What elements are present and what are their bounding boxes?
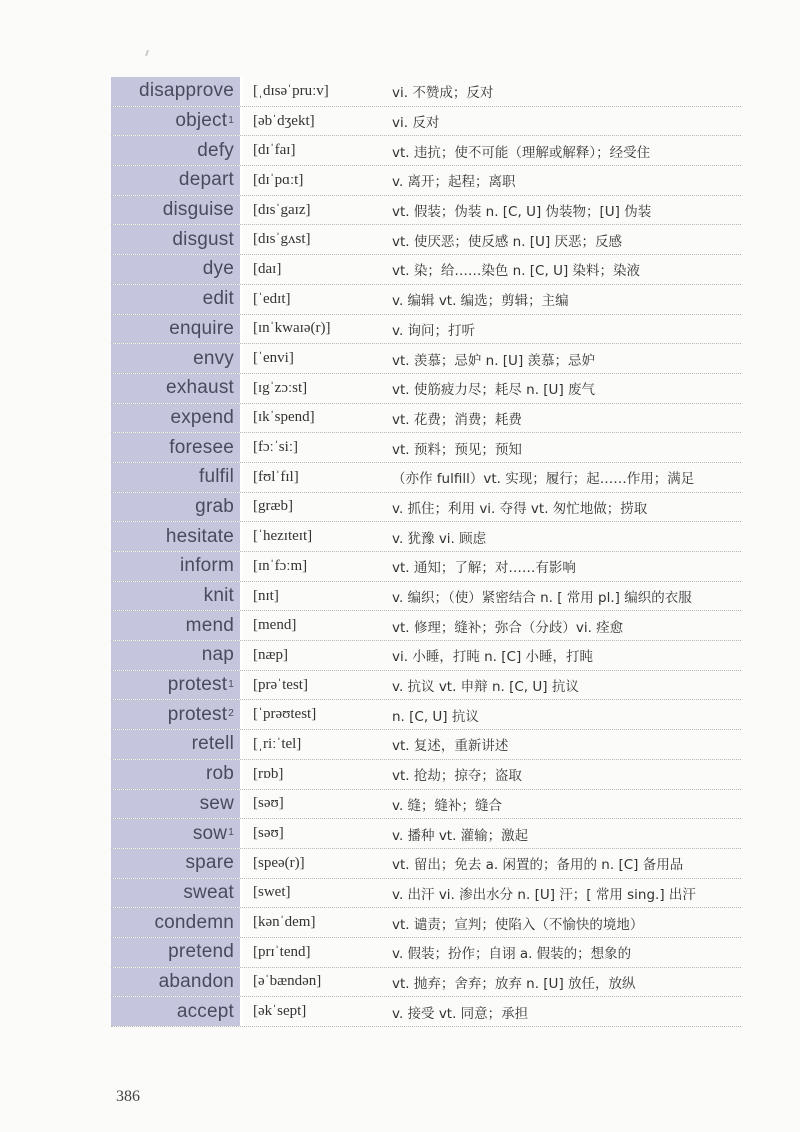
headword <box>111 225 243 254</box>
table-row <box>111 641 741 671</box>
definition: vt. 使厌恶；使反感 n. [U] 厌恶；反感 <box>392 233 623 250</box>
table-row <box>111 196 741 226</box>
phonetic: [ˈhezɪteɪt] <box>253 528 313 545</box>
headword <box>111 671 243 700</box>
headword <box>111 196 243 225</box>
headword-text: sweat <box>183 881 234 903</box>
table-row <box>111 849 741 879</box>
definition: （亦作 fulfill）vt. 实现；履行；起……作用；满足 <box>392 471 695 488</box>
headword-text: spare <box>185 852 234 874</box>
headword <box>111 819 243 848</box>
phonetic: [dɪsˈgaɪz] <box>253 201 311 218</box>
phonetic: [səʊ] <box>253 795 284 812</box>
definition: vt. 羡慕；忌妒 n. [U] 羡慕；忌妒 <box>392 352 596 369</box>
definition: n. [C, U] 抗议 <box>392 708 479 725</box>
table-row <box>111 819 741 849</box>
phonetic: [speə(r)] <box>253 854 305 871</box>
headword <box>111 849 243 878</box>
page-mark <box>145 50 149 56</box>
headword <box>111 315 243 344</box>
headword <box>111 374 243 403</box>
headword-text: protest <box>167 703 228 725</box>
headword <box>111 879 243 908</box>
definition: vt. 修理；缝补；弥合（分歧）vi. 痊愈 <box>392 619 624 636</box>
table-row <box>111 879 741 909</box>
table-row <box>111 136 741 166</box>
table-row <box>111 433 741 463</box>
headword-text: dye <box>202 258 234 280</box>
phonetic: [ˈprəʊtest] <box>253 706 317 723</box>
phonetic: [dɪsˈgʌst] <box>253 231 311 248</box>
phonetic: [fʊlˈfɪl] <box>253 468 299 485</box>
phonetic: [dɪˈpɑːt] <box>253 171 304 188</box>
headword <box>111 255 243 284</box>
headword-text: hesitate <box>165 525 234 547</box>
phonetic: [kənˈdem] <box>253 914 316 931</box>
definition: vi. 不赞成；反对 <box>392 85 494 102</box>
definition: v. 缝；缝补；缝合 <box>392 797 503 814</box>
headword <box>111 433 243 462</box>
headword <box>111 700 243 729</box>
phonetic: [səʊ] <box>253 825 284 842</box>
headword-text: sew <box>199 792 234 814</box>
phonetic: [ˌriːˈtel] <box>253 735 302 752</box>
phonetic: [ɪkˈspend] <box>253 409 315 426</box>
homograph-number: 2 <box>228 708 234 720</box>
definition: v. 抗议 vt. 申辩 n. [C, U] 抗议 <box>392 679 579 696</box>
phonetic: [əkˈsept] <box>253 1003 307 1020</box>
phonetic: [dɪˈfaɪ] <box>253 142 296 159</box>
phonetic: [prəˈtest] <box>253 676 308 693</box>
phonetic: [ˈedɪt] <box>253 290 291 307</box>
headword <box>111 760 243 789</box>
headword <box>111 463 243 492</box>
headword <box>111 582 243 611</box>
headword <box>111 493 243 522</box>
headword-text: disgust <box>172 228 234 250</box>
definition: v. 编辑 vt. 编选；剪辑；主编 <box>392 293 569 310</box>
phonetic: [næp] <box>253 646 288 663</box>
table-row <box>111 107 741 137</box>
table-row <box>111 225 741 255</box>
phonetic: [ˌdɪsəˈpruːv] <box>253 82 329 99</box>
table-row <box>111 552 741 582</box>
table-row <box>111 968 741 998</box>
homograph-number: 1 <box>228 114 234 126</box>
phonetic: [fɔːˈsiː] <box>253 439 298 456</box>
headword-text: envy <box>193 347 234 369</box>
definition: vt. 假装；伪装 n. [C, U] 伪装物；[U] 伪装 <box>392 204 652 221</box>
headword-text: fulfil <box>199 466 234 488</box>
table-row <box>111 997 741 1027</box>
phonetic: [əbˈdʒekt] <box>253 112 315 129</box>
table-row <box>111 611 741 641</box>
definition: v. 假装；扮作；自诩 a. 假装的；想象的 <box>392 946 632 963</box>
headword-text: sow <box>192 822 228 844</box>
table-row <box>111 463 741 493</box>
headword-text: grab <box>195 495 234 517</box>
definition: vt. 抛弃；舍弃；放弃 n. [U] 放任，放纵 <box>392 975 636 992</box>
headword-text: disapprove <box>139 80 234 102</box>
table-row <box>111 908 741 938</box>
table-row <box>111 166 741 196</box>
definition: vt. 使筋疲力尽；耗尽 n. [U] 废气 <box>392 382 596 399</box>
table-row <box>111 315 741 345</box>
definition: v. 离开；起程；离职 <box>392 174 516 191</box>
headword-text: exhaust <box>166 377 234 399</box>
phonetic: [rɒb] <box>253 765 284 782</box>
table-row <box>111 582 741 612</box>
table-row <box>111 522 741 552</box>
phonetic: [ˈenvi] <box>253 350 294 367</box>
definition: v. 编织；（使）紧密结合 n. [ 常用 pl.] 编织的衣服 <box>392 590 692 607</box>
table-row <box>111 255 741 285</box>
phonetic: [nɪt] <box>253 587 279 604</box>
headword-text: depart <box>178 169 234 191</box>
headword <box>111 136 243 165</box>
table-row <box>111 760 741 790</box>
headword-text: retell <box>191 733 234 755</box>
definition: vt. 复述，重新讲述 <box>392 738 509 755</box>
table-row <box>111 938 741 968</box>
definition: vt. 通知；了解；对……有影响 <box>392 560 576 577</box>
definition: vi. 小睡，打盹 n. [C] 小睡，打盹 <box>392 649 594 666</box>
headword-text: pretend <box>168 941 234 963</box>
phonetic: [daɪ] <box>253 260 282 277</box>
definition: vt. 花费；消费；耗费 <box>392 411 522 428</box>
headword <box>111 641 243 670</box>
headword <box>111 968 243 997</box>
table-row <box>111 77 741 107</box>
definition: vt. 预料；预见；预知 <box>392 441 522 458</box>
headword-text: rob <box>205 763 234 785</box>
definition: v. 询问；打听 <box>392 322 476 339</box>
table-row <box>111 404 741 434</box>
headword-text: protest <box>167 674 228 696</box>
phonetic: [mend] <box>253 617 297 634</box>
vocabulary-table <box>111 77 741 1027</box>
headword <box>111 730 243 759</box>
headword-text: foresee <box>169 436 234 458</box>
phonetic: [swet] <box>253 884 291 901</box>
phonetic: [ɪnˈkwaɪə(r)] <box>253 320 331 337</box>
table-row <box>111 493 741 523</box>
table-row <box>111 790 741 820</box>
definition: v. 出汗 vi. 渗出水分 n. [U] 汗；[ 常用 sing.] 出汗 <box>392 886 696 903</box>
table-row <box>111 374 741 404</box>
definition: vi. 反对 <box>392 115 440 132</box>
headword-text: enquire <box>169 317 234 339</box>
homograph-number: 1 <box>228 678 234 690</box>
definition: v. 播种 vt. 灌输；激起 <box>392 827 529 844</box>
headword-text: disguise <box>162 199 234 221</box>
headword <box>111 908 243 937</box>
table-row <box>111 700 741 730</box>
definition: vt. 抢劫；掠夺；盗取 <box>392 768 522 785</box>
phonetic: [əˈbændən] <box>253 973 322 990</box>
table-row <box>111 344 741 374</box>
definition: vt. 谴责；宣判；使陷入（不愉快的境地） <box>392 916 644 933</box>
headword-text: expend <box>170 406 234 428</box>
phonetic: [græb] <box>253 498 293 515</box>
phonetic: [prɪˈtend] <box>253 943 311 960</box>
headword <box>111 938 243 967</box>
headword <box>111 344 243 373</box>
table-row <box>111 730 741 760</box>
headword-text: mend <box>185 614 234 636</box>
headword <box>111 166 243 195</box>
headword-text: edit <box>202 288 234 310</box>
phonetic: [ɪgˈzɔːst] <box>253 379 308 396</box>
headword <box>111 611 243 640</box>
headword-text: knit <box>203 585 234 607</box>
definition: v. 犹豫 vi. 顾虑 <box>392 530 487 547</box>
headword <box>111 997 243 1026</box>
headword <box>111 285 243 314</box>
headword-text: defy <box>197 139 234 161</box>
headword <box>111 107 243 136</box>
headword <box>111 77 243 106</box>
definition: v. 抓住；利用 vi. 夺得 vt. 匆忙地做；捞取 <box>392 500 648 517</box>
page-number: 386 <box>116 1088 140 1105</box>
headword <box>111 790 243 819</box>
headword-text: condemn <box>154 911 234 933</box>
definition: vt. 违抗；使不可能（理解或解释）；经受住 <box>392 144 651 161</box>
headword-text: inform <box>180 555 234 577</box>
definition: v. 接受 vt. 同意；承担 <box>392 1005 529 1022</box>
phonetic: [ɪnˈfɔːm] <box>253 557 308 574</box>
headword-text: abandon <box>158 970 234 992</box>
headword <box>111 404 243 433</box>
definition: vt. 留出；免去 a. 闲置的；备用的 n. [C] 备用品 <box>392 857 684 874</box>
headword <box>111 522 243 551</box>
table-row <box>111 671 741 701</box>
definition: vt. 染；给……染色 n. [C, U] 染料；染液 <box>392 263 641 280</box>
table-row <box>111 285 741 315</box>
headword-text: nap <box>201 644 234 666</box>
headword-text: accept <box>176 1000 234 1022</box>
headword <box>111 552 243 581</box>
headword-text: object <box>175 110 228 132</box>
homograph-number: 1 <box>228 827 234 839</box>
